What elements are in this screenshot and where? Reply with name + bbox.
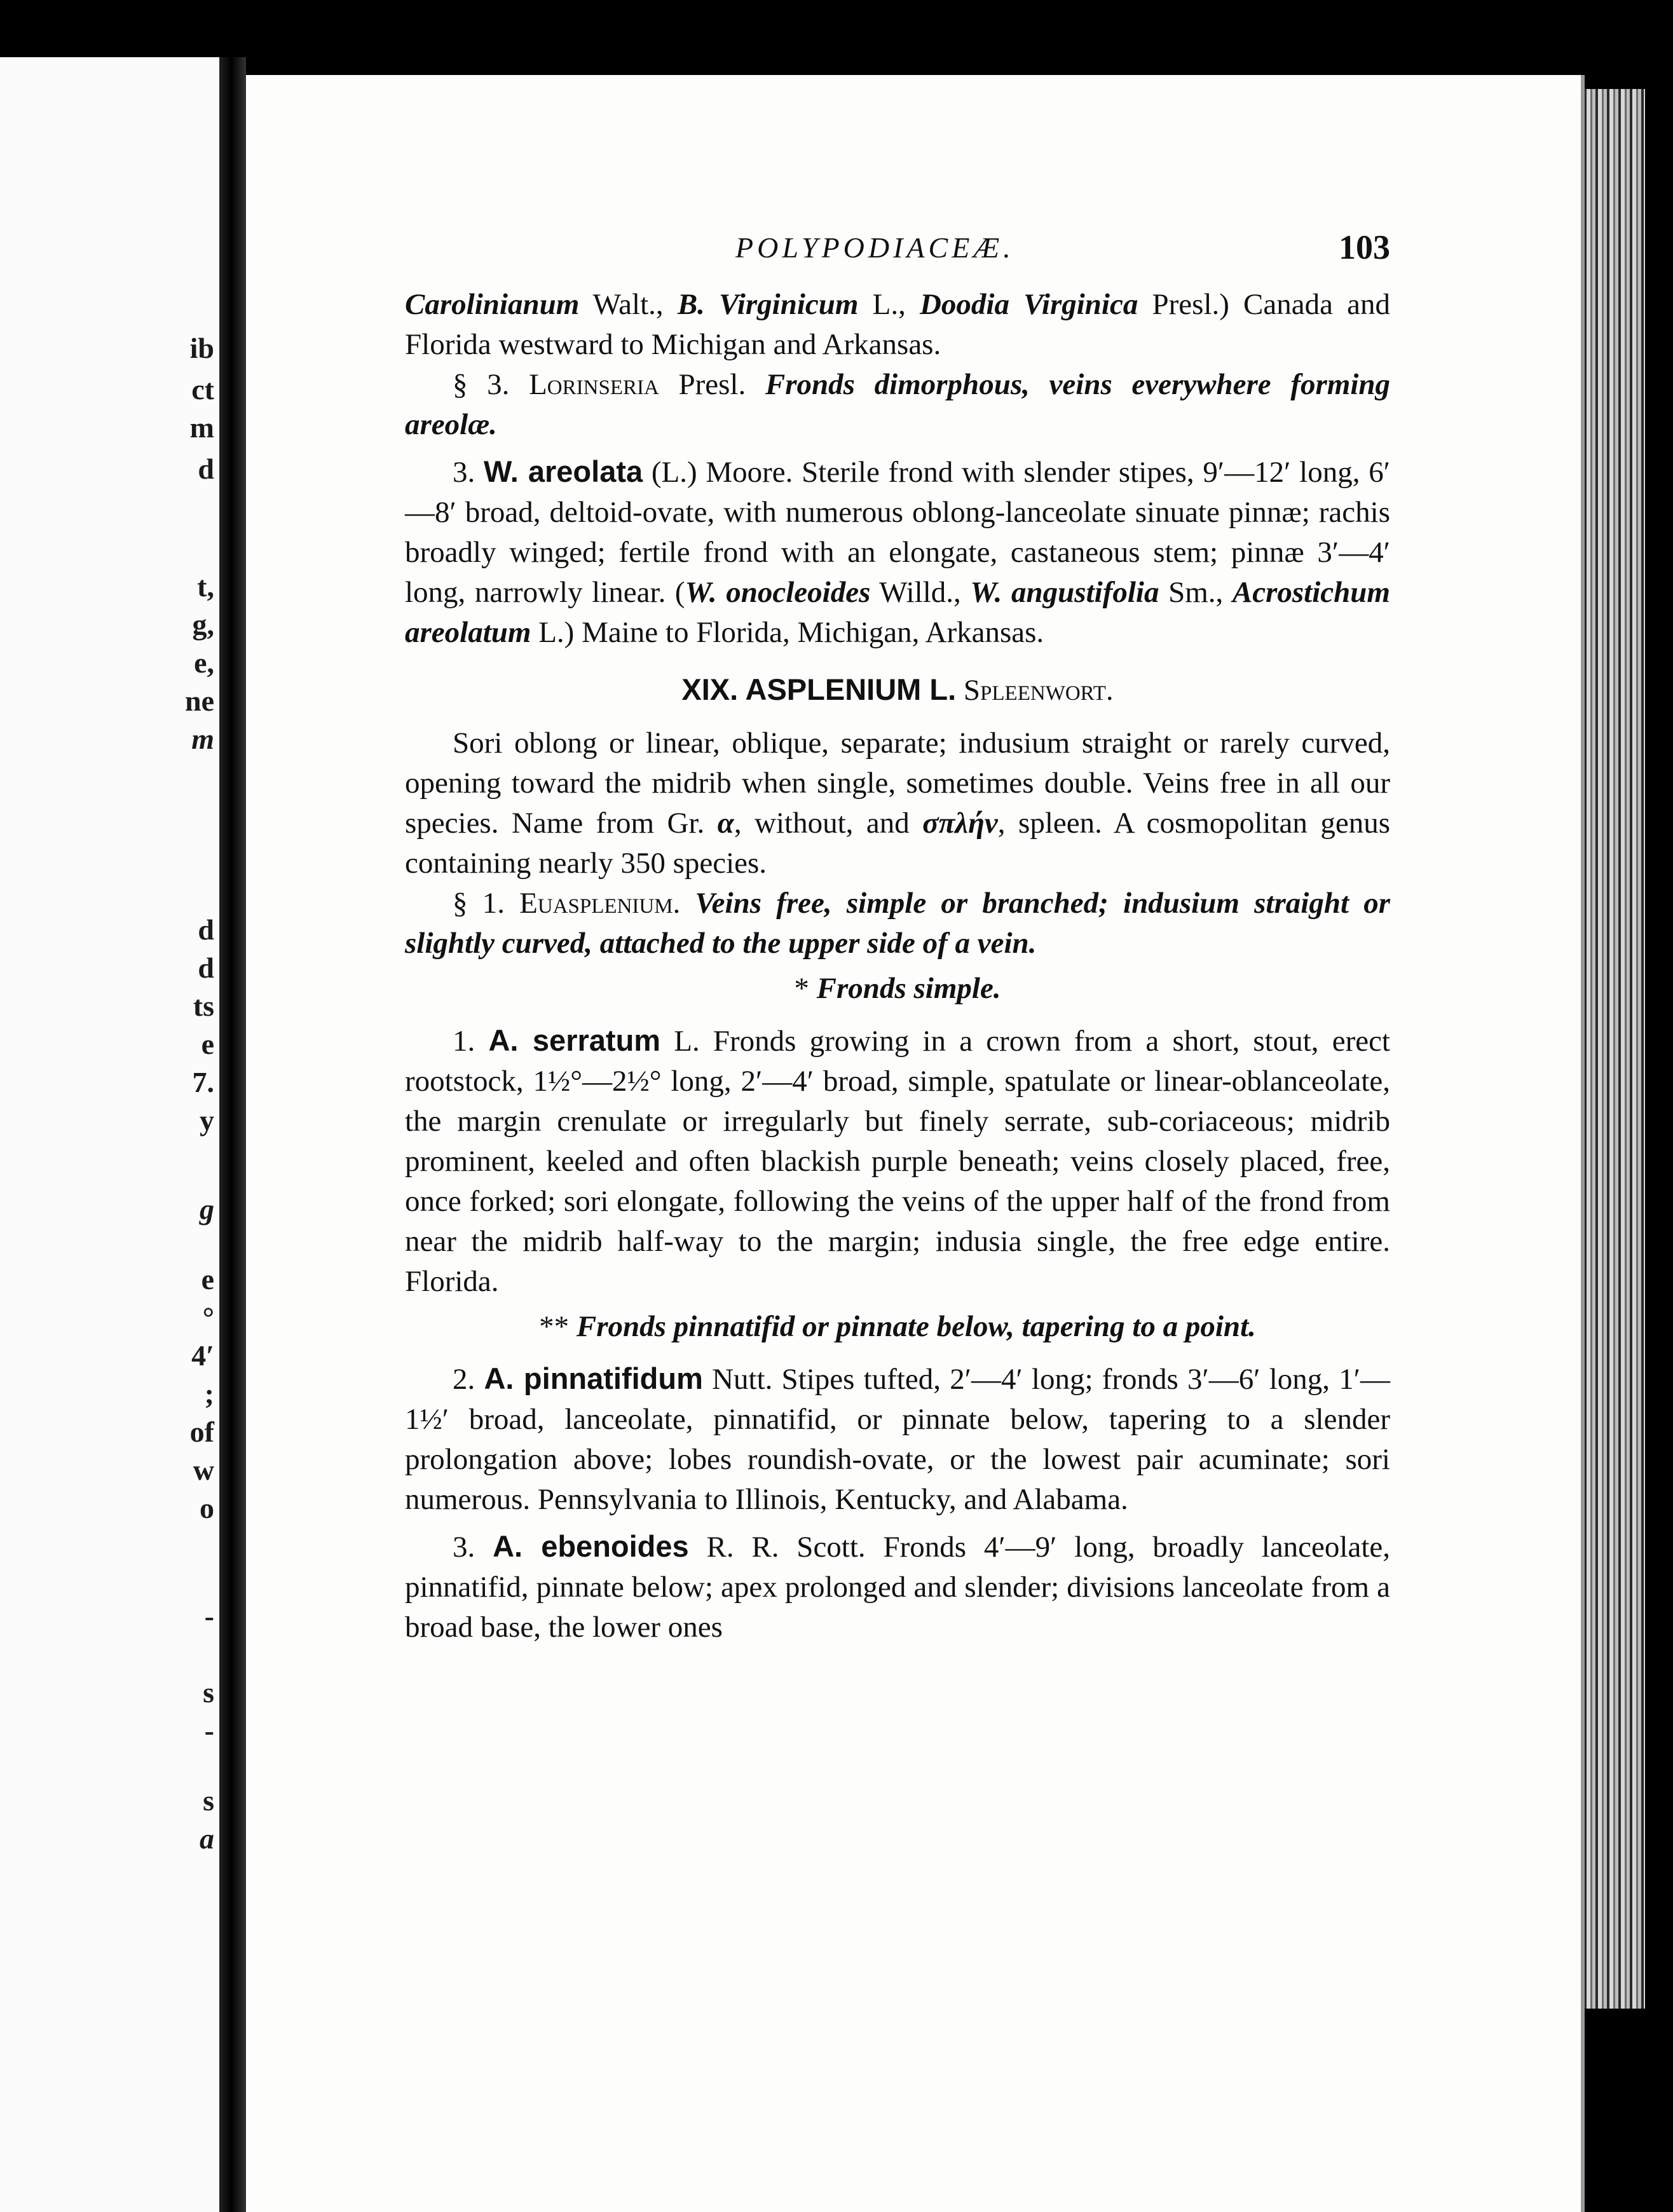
subheading-fronds-pinnatifid: ** Fronds pinnatifid or pinnate below, tapering to a point.: [539, 1310, 1256, 1343]
facing-page-fragment: w: [193, 1454, 214, 1486]
facing-page-fragment: of: [189, 1416, 214, 1448]
facing-page-fragment: a: [200, 1822, 214, 1855]
facing-page-fragment: e,: [194, 646, 214, 679]
facing-page-fragment: 4′: [191, 1339, 214, 1372]
species-a-ebenoides: 3. A. ebenoides R. R. Scott. Fronds 4′—9′ long, broadly lanceolate, pinnatifid, pinnate below; apex prolonged and slender; divisions lanceolate from a broad base, the lower ones: [405, 1529, 1390, 1644]
facing-page-fragment: -: [204, 1714, 214, 1747]
section-lorinseria: § 3. Lorinseria Presl. Fronds dimorphous, veins everywhere forming areolæ.: [405, 368, 1391, 441]
facing-page-fragment: ;: [204, 1377, 214, 1410]
facing-page-fragment: d: [198, 952, 214, 984]
facing-page-fragment: m: [191, 723, 214, 755]
facing-page-fragment: t,: [197, 570, 214, 603]
subheading-fronds-simple: * Fronds simple.: [794, 972, 1001, 1005]
facing-page-fragment: g: [200, 1193, 214, 1225]
facing-page-fragment: -: [204, 1600, 214, 1632]
book-page: [246, 75, 1585, 2212]
species-a-serratum: 1. A. serratum L. Fronds growing in a crown from a short, stout, erect rootstock, 1½°—2½° long, 2′—4′ broad, simple, spatulate or linear-oblanceolate, the margin crenulate or irregularly but finely serrate, sub-coriaceous; midrib prominent, keeled and often blackish purple beneath; veins closely placed, free, once forked; sori elongate, following the veins of the upper half of the frond from near the midrib half-way to the margin; indusia single, the free edge entire. Florida.: [405, 1023, 1390, 1298]
facing-page: [0, 57, 219, 2212]
genus-heading-asplenium: XIX. ASPLENIUM L. Spleenwort.: [681, 672, 1114, 707]
genus-description: Sori oblong or linear, oblique, separate; indusium straight or rarely curved, opening toward the midrib when single, sometimes double. Veins free in all our species. Name from Gr. α, without, and σπλήν, spleen. A cosmopolitan genus containing nearly 350 species.: [405, 727, 1390, 880]
paragraph-carolinianum: Carolinianum Walt., B. Virginicum L., Doodia Virginica Presl.) Canada and Florida westward to Michigan and Arkansas.: [405, 288, 1390, 361]
section-euasplenium: § 1. Euasplenium. Veins free, simple or branched; indusium straight or slightly curved, attached to the upper side of a vein.: [405, 887, 1391, 960]
facing-page-fragment: ib: [189, 332, 214, 364]
facing-page-fragment: g,: [192, 608, 214, 641]
species-w-areolata: 3. W. areolata (L.) Moore. Sterile frond with slender stipes, 9′—12′ long, 6′—8′ broad, deltoid-ovate, with numerous oblong-lanceolate sinuate pinnæ; rachis broadly winged; fertile frond with an elongate, castaneous stem; pinnæ 3′—4′ long, narrowly linear. (W. onocleoides Willd., W. angustifolia Sm., Acrostichum areolatum L.) Maine to Florida, Michigan, Arkansas.: [405, 454, 1390, 649]
facing-page-fragment: ne: [185, 685, 214, 717]
book-gutter: [219, 57, 246, 2212]
facing-page-text: [0, 57, 219, 2212]
facing-page-fragment: s: [203, 1676, 214, 1709]
page-number: 103: [1339, 228, 1390, 266]
facing-page-fragment: ts: [193, 990, 214, 1022]
facing-page-fragment: s: [203, 1784, 214, 1817]
running-head-title: POLYPODIACEÆ.: [735, 231, 1014, 264]
running-head: [405, 228, 1390, 285]
facing-page-fragment: e: [201, 1028, 214, 1060]
page-content: [405, 228, 1390, 1648]
facing-page-fragment: d: [198, 453, 214, 485]
facing-page-fragment: o: [200, 1492, 214, 1524]
facing-page-fragment: °: [202, 1301, 214, 1334]
page-edges: [1575, 89, 1645, 2009]
facing-page-fragment: 7.: [192, 1066, 214, 1098]
species-a-pinnatifidum: 2. A. pinnatifidum Nutt. Stipes tufted, 2′—4′ long; fronds 3′—6′ long, 1′—1½′ broad, lanceolate, pinnatifid, or pinnate below, tapering to a slender prolongation above; lobes roundish-ovate, or the lowest pair acuminate; sori numerous. Pennsylvania to Illinois, Kentucky, and Alabama.: [405, 1362, 1391, 1516]
facing-page-fragment: e: [201, 1263, 214, 1295]
facing-page-fragment: y: [200, 1104, 214, 1137]
facing-page-fragment: ct: [191, 373, 214, 406]
facing-page-fragment: d: [198, 913, 214, 946]
facing-page-fragment: m: [189, 411, 214, 444]
